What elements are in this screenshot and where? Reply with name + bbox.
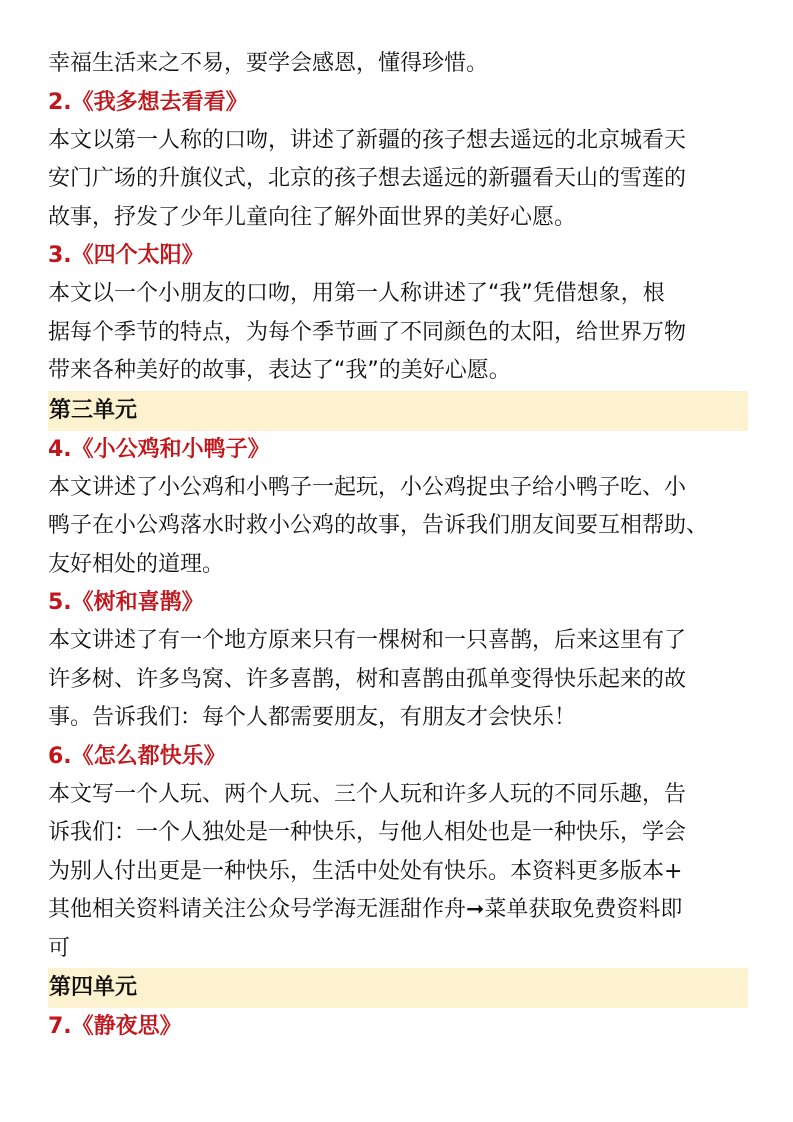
lesson-6-line-1: 本文写一个人玩、两个人玩、三个人玩和许多人玩的不同乐趣，告 [48,781,687,807]
lesson-6-line-5: 可 [48,935,71,961]
lesson-6-line-4: 其他相关资料请关注公众号学海无涯甜作舟➞菜单获取免费资料即 [48,897,683,922]
lesson-6-line-2: 诉我们：一个人独处是一种快乐，与他人相处也是一种快乐，学会 [48,820,687,845]
unit-3-heading: 第三单元 [48,391,748,431]
lesson-6-title: 6.《怎么都快乐》 [48,743,226,769]
lesson-3-line-1: 本文以一个小朋友的口吻，用第一人称讲述了“我”凭借想象，根 [48,281,665,306]
lesson-2-title: 2.《我多想去看看》 [48,89,248,115]
lesson-7-title: 7.《静夜思》 [48,1014,182,1039]
lesson-2-line-1: 本文以第一人称的口吻，讲述了新疆的孩子想去遥远的北京城看天 [48,127,687,153]
lesson-2-line-2: 安门广场的升旗仪式，北京的孩子想去遥远的新疆看天山的雪莲的 [48,166,687,191]
lesson-3-line-3: 带来各种美好的故事，表达了“我”的美好心愿。 [48,358,511,383]
lesson-3-line-2: 据每个季节的特点，为每个季节画了不同颜色的太阳，给世界万物 [48,319,687,345]
lesson-2-line-3: 故事，抒发了少年儿童向往了解外面世界的美好心愿。 [48,204,577,230]
lesson-5-line-2: 许多树、许多鸟窝、许多喜鹊，树和喜鹊由孤单变得快乐起来的故 [48,666,687,692]
lesson-3-title: 3.《四个太阳》 [48,243,204,268]
lesson-5-title: 5.《树和喜鹊》 [48,590,204,615]
unit-4-heading: 第四单元 [48,968,748,1008]
lesson-4-title: 4.《小公鸡和小鸭子》 [48,436,270,462]
lesson-4-line-2: 鸭子在小公鸡落水时救小公鸡的故事，告诉我们朋友间要互相帮助、 [48,513,709,538]
lesson-6-line-3: 为别人付出更是一种快乐，生活中处处有快乐。本资料更多版本+ [48,858,683,884]
intro-text: 幸福生活来之不易，要学会感恩，懂得珍惜。 [48,51,489,76]
lesson-4-line-1: 本文讲述了小公鸡和小鸭子一起玩，小公鸡捉虫子给小鸭子吃、小 [48,474,687,500]
lesson-5-line-3: 事。告诉我们：每个人都需要朋友，有朋友才会快乐！ [48,705,577,730]
lesson-4-line-3: 友好相处的道理。 [48,551,225,577]
lesson-5-line-1: 本文讲述了有一个地方原来只有一棵树和一只喜鹊，后来这里有了 [48,628,687,653]
